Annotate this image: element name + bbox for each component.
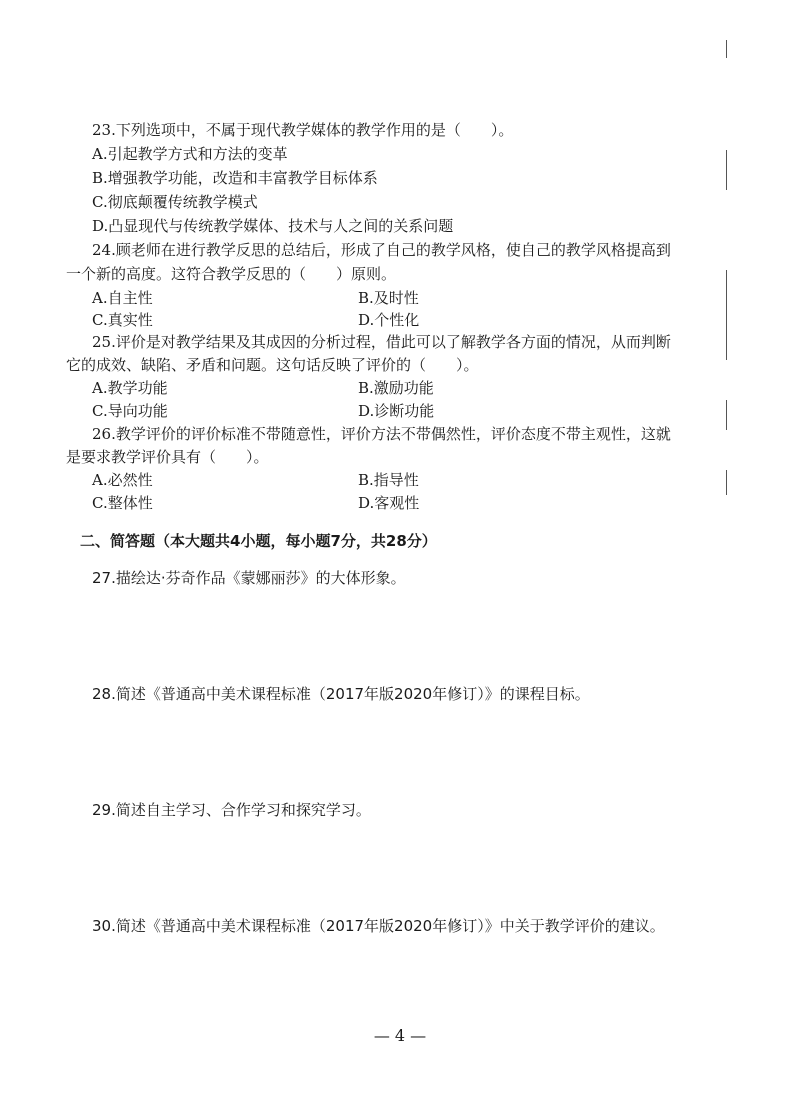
question-29: 29.简述自主学习、合作学习和探究学习。 bbox=[92, 801, 371, 819]
question-28: 28.简述《普通高中美术课程标准（2017年版2020年修订）》的课程目标。 bbox=[92, 685, 590, 703]
margin-mark bbox=[726, 270, 727, 360]
question-27: 27.描绘达·芬奇作品《蒙娜丽莎》的大体形象。 bbox=[92, 569, 406, 587]
question-23-option-c: C.彻底颠覆传统教学模式 bbox=[92, 193, 258, 211]
question-25-continuation: 它的成效、缺陷、矛盾和问题。这句话反映了评价的（ ）。 bbox=[66, 356, 479, 374]
margin-mark bbox=[726, 470, 727, 495]
margin-mark bbox=[726, 400, 727, 430]
section-title-short-answer: 二、简答题（本大题共4小题，每小题7分，共28分） bbox=[80, 532, 437, 550]
question-23-option-d: D.凸显现代与传统教学媒体、技术与人之间的关系问题 bbox=[92, 217, 454, 235]
question-26-option-a: A.必然性 bbox=[92, 471, 153, 489]
question-23-stem: 23.下列选项中，不属于现代教学媒体的教学作用的是（ ）。 bbox=[92, 121, 514, 139]
question-30: 30.简述《普通高中美术课程标准（2017年版2020年修订）》中关于教学评价的建议。 bbox=[92, 917, 665, 935]
question-24-continuation: 一个新的高度。这符合教学反思的（ ）原则。 bbox=[66, 265, 397, 283]
page-number: — 4 — bbox=[373, 1026, 427, 1045]
question-26-option-c: C.整体性 bbox=[92, 494, 153, 512]
margin-mark bbox=[726, 40, 727, 58]
question-25-option-d: D.诊断功能 bbox=[358, 402, 435, 420]
question-25-stem: 25.评价是对教学结果及其成因的分析过程，借此可以了解教学各方面的情况，从而判断 bbox=[92, 333, 671, 351]
question-26-option-d: D.客观性 bbox=[358, 494, 420, 512]
question-24-stem: 24.顾老师在进行教学反思的总结后，形成了自己的教学风格，使自己的教学风格提高到 bbox=[92, 241, 671, 259]
question-25-option-c: C.导向功能 bbox=[92, 402, 168, 420]
question-24-option-d: D.个性化 bbox=[358, 311, 420, 329]
question-26-continuation: 是要求教学评价具有（ ）。 bbox=[66, 448, 269, 466]
question-25-option-b: B.激励功能 bbox=[358, 379, 434, 397]
question-25-option-a: A.教学功能 bbox=[92, 379, 168, 397]
question-26-stem: 26.教学评价的评价标准不带随意性，评价方法不带偶然性，评价态度不带主观性，这就 bbox=[92, 425, 671, 443]
question-23-option-b: B.增强教学功能，改造和丰富教学目标体系 bbox=[92, 169, 378, 187]
margin-mark bbox=[726, 150, 727, 190]
question-23-option-a: A.引起教学方式和方法的变革 bbox=[92, 145, 288, 163]
question-26-option-b: B.指导性 bbox=[358, 471, 419, 489]
question-24-option-c: C.真实性 bbox=[92, 311, 153, 329]
question-24-option-b: B.及时性 bbox=[358, 289, 419, 307]
question-24-option-a: A.自主性 bbox=[92, 289, 153, 307]
